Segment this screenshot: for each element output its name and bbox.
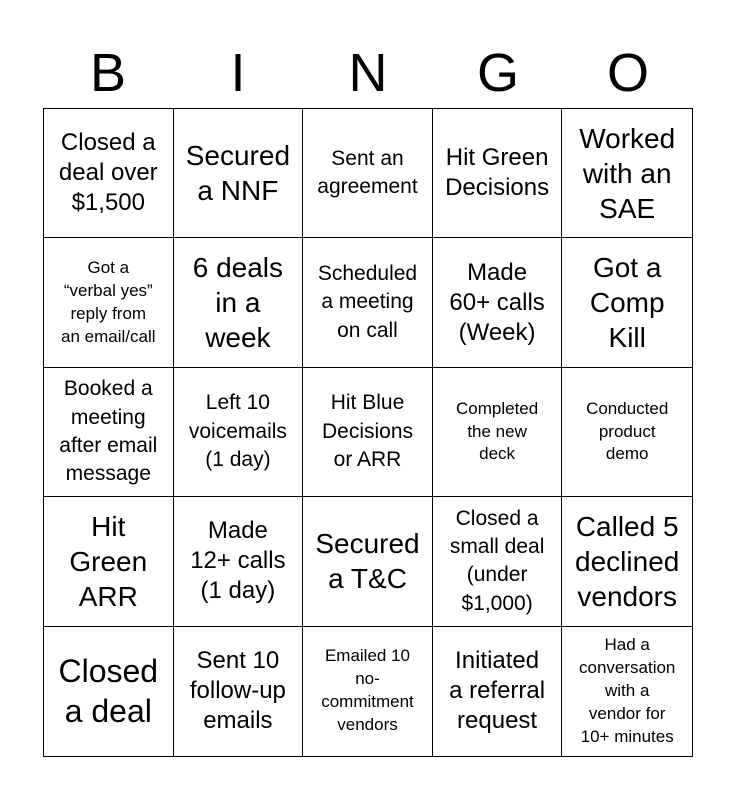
bingo-cell-r1c1[interactable]	[44, 109, 174, 238]
header-letter-g: G	[476, 43, 519, 103]
bingo-cell-text: 6 deals in a week	[192, 252, 284, 354]
header-letter-i: I	[230, 43, 246, 103]
bingo-cell-r4c2[interactable]	[174, 497, 304, 626]
bingo-cell-text: Hit Blue Decisions or ARR	[321, 391, 414, 472]
bingo-cell-text: Had a conversation with a vendor for 10+ minutes	[579, 634, 676, 746]
bingo-cell-r1c3[interactable]	[303, 109, 433, 238]
bingo-cell-r2c3[interactable]	[303, 238, 433, 367]
bingo-cell-text: Worked with an SAE	[579, 122, 676, 224]
bingo-cell-text: Secured a NNF	[185, 140, 291, 207]
bingo-cell-text: Called 5 declined vendors	[575, 510, 680, 612]
bingo-cell-text: Closed a deal	[58, 653, 159, 730]
bingo-cell-text: Hit Green ARR	[69, 510, 148, 612]
bingo-cell-r3c1[interactable]	[44, 368, 174, 497]
bingo-cell-r2c4[interactable]	[433, 238, 563, 367]
bingo-cell-r3c3[interactable]	[303, 368, 433, 497]
bingo-cell-text: Booked a meeting after email message	[59, 377, 158, 486]
bingo-cell-text: Hit Green Decisions	[445, 144, 550, 202]
bingo-cell-r5c3[interactable]	[303, 627, 433, 756]
header-letter-n: N	[348, 43, 388, 103]
bingo-cell-r1c2[interactable]	[174, 109, 304, 238]
bingo-cell-r3c2[interactable]	[174, 368, 304, 497]
bingo-cell-text: Sent 10 follow-up emails	[189, 647, 286, 735]
bingo-cell-text: Sent an agreement	[317, 146, 418, 199]
bingo-cell-r4c5[interactable]	[562, 497, 692, 626]
bingo-cell-r1c5[interactable]	[562, 109, 692, 238]
bingo-cell-r2c5[interactable]	[562, 238, 692, 367]
bingo-cell-text: Left 10 voicemails (1 day)	[188, 391, 287, 472]
bingo-grid	[43, 108, 693, 757]
bingo-cell-r5c5[interactable]	[562, 627, 692, 756]
bingo-header	[43, 38, 693, 108]
bingo-cell-text: Got a “verbal yes” reply from an email/call	[61, 257, 156, 346]
bingo-cell-text: Secured a T&C	[315, 528, 420, 595]
bingo-cell-r3c5[interactable]	[562, 368, 692, 497]
bingo-cell-text: Got a Comp Kill	[589, 252, 665, 354]
bingo-cell-r4c4[interactable]	[433, 497, 563, 626]
bingo-cell-r2c2[interactable]	[174, 238, 304, 367]
bingo-cell-text: Closed a deal over $1,500	[58, 129, 158, 217]
header-letter-o: O	[606, 43, 649, 103]
header-letter-b: B	[89, 43, 127, 103]
bingo-cell-r3c4[interactable]	[433, 368, 563, 497]
bingo-cell-text: Scheduled a meeting on call	[317, 262, 418, 342]
bingo-cell-text: Emailed 10 no- commitment vendors	[321, 646, 414, 735]
bingo-cell-r1c4[interactable]	[433, 109, 563, 238]
bingo-cell-r4c3[interactable]	[303, 497, 433, 626]
bingo-cell-r5c2[interactable]	[174, 627, 304, 756]
bingo-cell-r4c1[interactable]	[44, 497, 174, 626]
bingo-cell-text: Closed a small deal (under $1,000)	[449, 506, 545, 615]
bingo-cell-r5c4[interactable]	[433, 627, 563, 756]
bingo-cell-text: Completed the new deck	[455, 398, 539, 464]
bingo-cell-text: Initiated a referral request	[449, 647, 546, 735]
bingo-cell-text: Conducted product demo	[586, 398, 669, 464]
bingo-cell-text: Made 60+ calls (Week)	[449, 258, 545, 346]
bingo-cell-text: Made 12+ calls (1 day)	[190, 517, 286, 605]
bingo-cell-r5c1[interactable]	[44, 627, 174, 756]
bingo-cell-r2c1[interactable]	[44, 238, 174, 367]
